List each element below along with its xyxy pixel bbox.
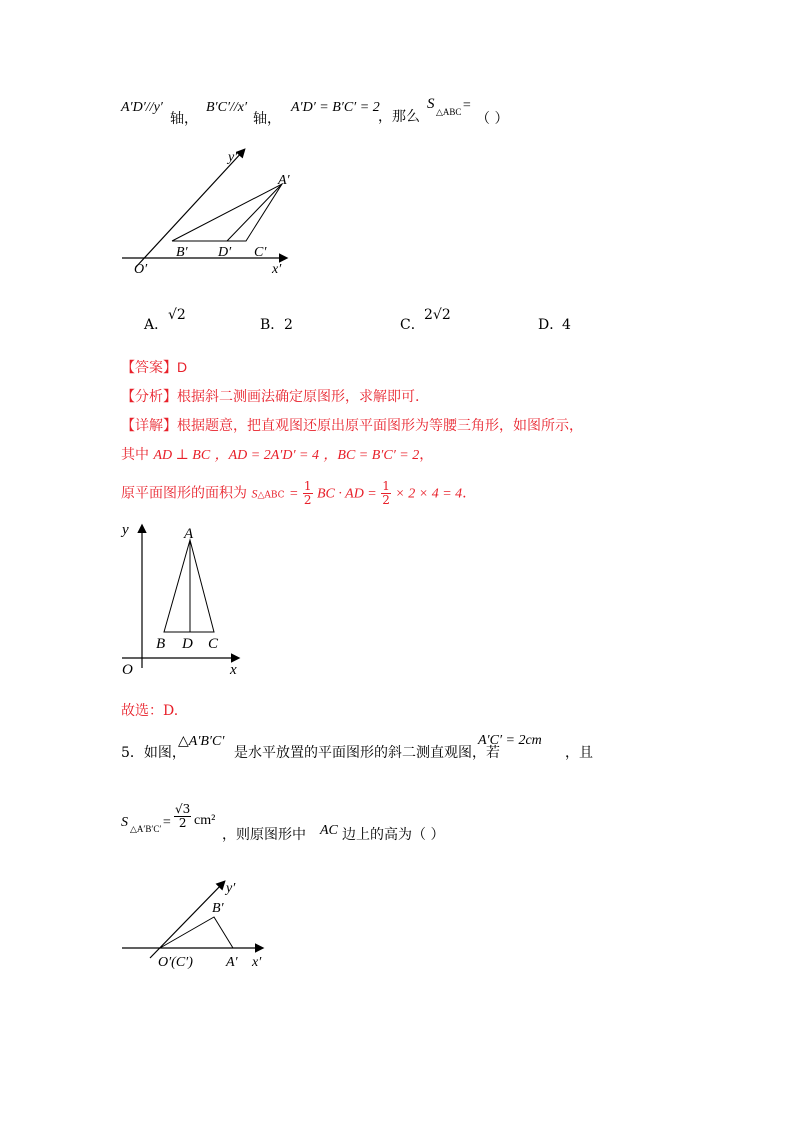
detail-line-2: [121, 446, 433, 465]
analysis-tag: 【分析】: [121, 389, 177, 405]
option-c-letter[interactable]: C．: [400, 317, 425, 333]
q5-text2: ，且: [565, 745, 593, 761]
detail3-mid: BC · AD =: [317, 486, 377, 502]
detail3-dot: .: [462, 485, 467, 502]
label-d: D′: [218, 245, 232, 260]
option-b-value: 2: [284, 317, 293, 333]
option-b-letter[interactable]: B．: [260, 317, 285, 333]
cond-bc-parallel-x: B′C′//x′: [206, 100, 248, 115]
option-d-value: 4: [562, 317, 571, 333]
q5-unit: cm²: [194, 813, 216, 828]
label-d-orig: D: [182, 636, 193, 652]
analysis-line: [121, 388, 419, 406]
triangle-abc: [164, 540, 214, 632]
detail3-eq: =: [289, 486, 299, 502]
fraction-half-2: $\frac{1}{2}$: [382, 479, 390, 507]
q5-text1: 是水平放置的平面图形的斜二测直观图，若: [234, 745, 500, 761]
then-word: ，那么: [378, 109, 420, 125]
cond-lengths: A′D′ = B′C′ = 2: [291, 100, 380, 115]
detail3-prefix: 原平面图形的面积为: [121, 485, 247, 502]
detail-line: [121, 417, 583, 435]
label-y: y′: [228, 150, 238, 165]
area-symbol: S: [427, 96, 435, 112]
detail3-s: S: [251, 486, 258, 501]
axis-word: 轴，: [253, 111, 281, 127]
area-subscript: △ABC: [436, 107, 462, 117]
q5-figure: [116, 870, 286, 980]
area-eq: =: [462, 98, 472, 113]
cond-ad-parallel-y: A′D′//y′: [121, 100, 163, 115]
option-d-letter[interactable]: D．: [538, 317, 564, 333]
q5-cond: A′C′ = 2cm: [478, 733, 542, 748]
label-b-q5: B′: [212, 901, 224, 916]
detail2-end: ，: [419, 447, 434, 463]
q5-number: 5．如图，: [121, 745, 186, 761]
q5-fraction: $\frac{√3}{2}$: [175, 802, 191, 830]
detail2-ad: ，AD = 2A′D′ = 4: [214, 448, 319, 463]
q5-triangle: △A′B′C′: [178, 734, 225, 749]
detail-text: 根据题意，把直观图还原出原平面图形为等腰三角形，如图所示，: [177, 418, 583, 434]
triangle-abc-prime: [172, 184, 282, 241]
label-o-q5: O′(C′): [158, 955, 193, 970]
q5-area-sub: △A′B′C′: [130, 824, 162, 834]
answer-paren: （ ）: [476, 111, 509, 127]
q5-text4: 边上的高为（ ）: [342, 827, 445, 843]
q4-oblique-figure: [110, 140, 310, 280]
triangle-q5: [160, 917, 233, 948]
label-o: O′: [134, 262, 148, 277]
axis-word: 轴，: [170, 111, 198, 127]
option-a-letter[interactable]: A．: [144, 317, 169, 333]
label-a: A′: [278, 173, 290, 188]
option-c-value: 2√2: [424, 307, 451, 323]
label-a-q5: A′: [226, 955, 238, 970]
label-x: x′: [272, 262, 282, 277]
detail3-sub: △ABC: [257, 490, 285, 501]
q5-ac: AC: [320, 823, 338, 838]
analysis-text: 根据斜二测画法确定原图形，求解即可.: [177, 389, 420, 405]
y-prime-axis-q5: [150, 882, 224, 958]
q5-text3: ，则原图形中: [222, 827, 306, 843]
fraction-half: $\frac{1}{2}$: [303, 479, 312, 507]
q5-eq: =: [162, 815, 172, 830]
segment-ad-prime: [227, 184, 282, 241]
label-b: B′: [176, 245, 188, 260]
q5-area-s: S: [121, 815, 128, 830]
label-c: C′: [254, 245, 267, 260]
answer-value: D: [177, 359, 188, 375]
answer-line: [121, 358, 187, 377]
option-a-value: √2: [168, 307, 186, 323]
label-o-orig: O: [122, 662, 133, 678]
detail-tag: 【详解】: [121, 418, 177, 434]
detail2-bc: ，BC = B′C′ = 2: [323, 448, 420, 463]
label-c-orig: C: [208, 636, 219, 652]
detail3-end: × 2 × 4 = 4: [395, 486, 463, 502]
label-y-orig: y: [122, 522, 129, 538]
detail-line-3: [121, 480, 467, 507]
q4-original-figure: [112, 518, 252, 678]
answer-tag: 【答案】: [121, 360, 177, 376]
detail2-perp: AD ⊥ BC: [153, 448, 211, 463]
label-x-q5: x′: [252, 955, 262, 970]
label-a-orig: A: [184, 526, 194, 542]
label-x-orig: x: [230, 662, 237, 678]
label-y-q5: y′: [226, 881, 236, 896]
label-b-orig: B: [156, 636, 166, 652]
detail2-prefix: 其中: [121, 447, 149, 463]
conclusion: 故选：D.: [121, 703, 179, 719]
